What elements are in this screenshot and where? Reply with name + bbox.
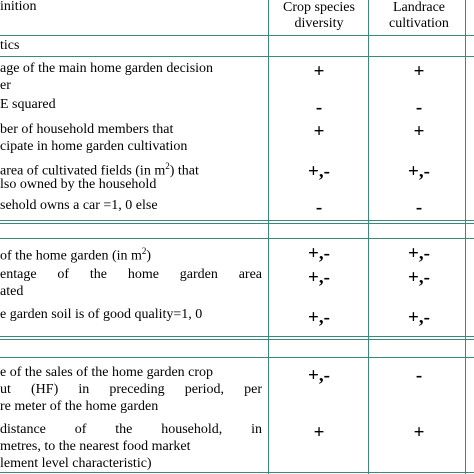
superscript: 2 (165, 161, 170, 171)
crop-diversity-header-line2: diversity (294, 16, 344, 31)
row-6-definition: of the home garden (in $m^2$) (0, 246, 152, 264)
section-separator-2 (0, 336, 474, 337)
row-10-landrace-sign: + (413, 422, 425, 443)
row-2-landrace-sign: - (415, 97, 423, 118)
row-9-crop-diversity-sign: +,- (308, 365, 330, 386)
row-9-definition-line3: re meter of the home garden (0, 399, 159, 414)
row-5-crop-diversity-sign: - (315, 197, 323, 218)
row-7-definition-line2: ated (0, 284, 24, 299)
section-separator-1 (0, 220, 474, 221)
row-6-landrace-sign: +,- (408, 243, 430, 264)
row-7-definition-line1: entage of the home garden area (0, 267, 262, 282)
row-1-definition-line1: age of the main home garden decision (0, 61, 214, 76)
row-3-crop-diversity-sign: + (313, 121, 325, 142)
row-4-crop-diversity-sign: +,- (308, 161, 330, 182)
row-8-definition: e garden soil is of good quality=1, 0 (0, 307, 203, 322)
row-8-landrace-sign: +,- (408, 307, 430, 328)
table-bottom-rule (0, 472, 474, 473)
header-bottom-rule (0, 35, 474, 36)
row-2-crop-diversity-sign: - (315, 97, 323, 118)
row-2-definition: E squared (0, 97, 56, 112)
row-3-definition-line1: ber of household members that (0, 122, 174, 137)
section-rule (0, 56, 474, 57)
crop-diversity-header-line1: Crop species (283, 0, 355, 15)
section-heading: tics (0, 38, 20, 53)
definition-header: inition (0, 0, 37, 14)
landrace-header-line2: cultivation (389, 16, 449, 31)
landrace-header-line1: Landrace (392, 0, 446, 15)
superscript: 2 (141, 246, 147, 256)
row-1-definition-line2: er (0, 78, 11, 93)
row-7-crop-diversity-sign: +,- (308, 267, 330, 288)
row-5-definition: sehold owns a car =1, 0 else (0, 198, 158, 213)
row-5-landrace-sign: - (415, 197, 423, 218)
row-1-landrace-sign: + (413, 61, 425, 82)
row-1-crop-diversity-sign: + (313, 61, 325, 82)
row-4-definition-line2: lso owned by the household (0, 177, 157, 192)
section-rule (0, 238, 474, 239)
row-10-definition-line3: lement level characteristic) (0, 456, 152, 471)
row-10-definition-line2: metres, to the nearest food market (0, 439, 191, 454)
row-10-crop-diversity-sign: + (313, 422, 325, 443)
row-3-definition-line2: cipate in home garden cultivation (0, 139, 188, 154)
row-9-definition-line1: e of the sales of the home garden crop (0, 365, 214, 380)
section-rule (0, 357, 474, 358)
row-3-landrace-sign: + (413, 121, 425, 142)
row-4-definition-line1: area of cultivated fields (in $m^2$) that (0, 161, 199, 179)
row-7-landrace-sign: +,- (408, 267, 430, 288)
row-8-crop-diversity-sign: +,- (308, 307, 330, 328)
row-6-crop-diversity-sign: +,- (308, 243, 330, 264)
row-9-landrace-sign: - (415, 365, 423, 386)
row-10-definition-line1: distance of the household, in (0, 422, 262, 437)
row-9-definition-line2: ut (HF) in preceding period, per (0, 382, 262, 397)
row-4-landrace-sign: +,- (408, 161, 430, 182)
